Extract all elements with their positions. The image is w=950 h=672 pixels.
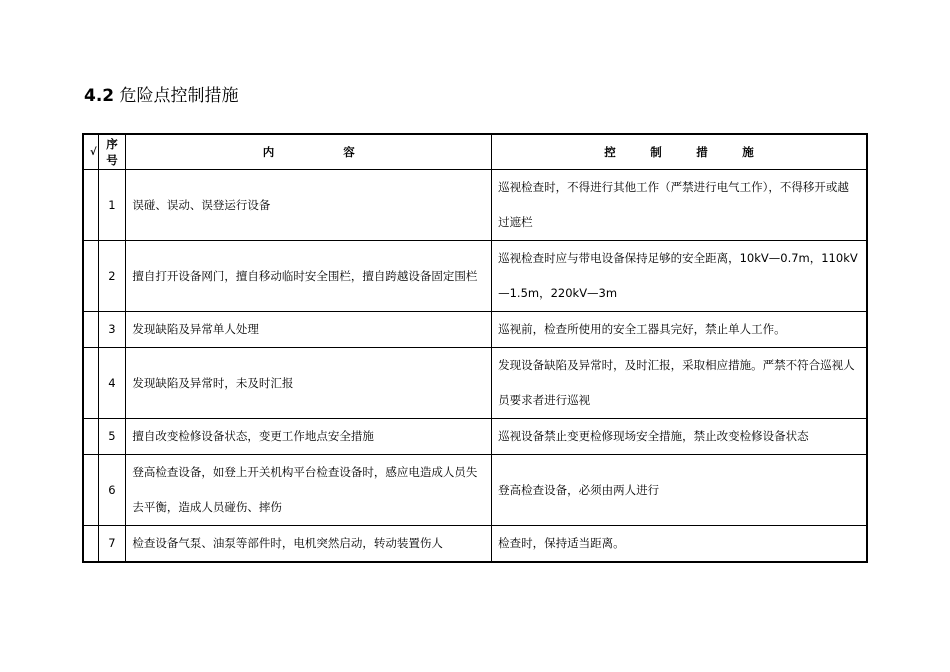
section-title: 危险点控制措施	[119, 86, 239, 106]
section-number: 4.2	[84, 86, 115, 106]
table-row	[83, 455, 867, 526]
check-cell	[83, 312, 98, 348]
table-row	[83, 312, 867, 348]
table-row	[83, 419, 867, 455]
row-measure: 巡视检查时应与带电设备保持足够的安全距离，10kV—0.7m，110kV—1.5m，220kV—3m	[492, 241, 867, 312]
check-cell	[83, 241, 98, 312]
hazard-control-table	[82, 133, 868, 563]
row-number: 1	[98, 170, 126, 241]
check-cell	[83, 170, 98, 241]
table-row	[83, 348, 867, 419]
row-content: 发现缺陷及异常时，未及时汇报	[126, 348, 492, 419]
header-measure: 控 制 措 施	[492, 134, 867, 170]
table-row	[83, 526, 867, 563]
row-number: 7	[98, 526, 126, 563]
header-no: 序号	[98, 134, 126, 170]
row-number: 5	[98, 419, 126, 455]
table-header-row	[83, 134, 867, 170]
row-number: 2	[98, 241, 126, 312]
row-number: 3	[98, 312, 126, 348]
row-number: 6	[98, 455, 126, 526]
row-measure: 检查时，保持适当距离。	[492, 526, 867, 563]
table-row	[83, 241, 867, 312]
section-heading	[84, 86, 239, 106]
header-check: √	[83, 134, 98, 170]
row-content: 检查设备气泵、油泵等部件时，电机突然启动，转动装置伤人	[126, 526, 492, 563]
check-cell	[83, 455, 98, 526]
row-measure: 登高检查设备，必须由两人进行	[492, 455, 867, 526]
table-row	[83, 170, 867, 241]
row-measure: 巡视设备禁止变更检修现场安全措施，禁止改变检修设备状态	[492, 419, 867, 455]
row-number: 4	[98, 348, 126, 419]
header-content: 内 容	[126, 134, 492, 170]
check-cell	[83, 526, 98, 563]
check-cell	[83, 419, 98, 455]
row-content: 发现缺陷及异常单人处理	[126, 312, 492, 348]
check-cell	[83, 348, 98, 419]
row-measure: 巡视前，检查所使用的安全工器具完好，禁止单人工作。	[492, 312, 867, 348]
row-content: 擅自改变检修设备状态，变更工作地点安全措施	[126, 419, 492, 455]
row-content: 误碰、误动、误登运行设备	[126, 170, 492, 241]
row-content: 擅自打开设备网门，擅自移动临时安全围栏，擅自跨越设备固定围栏	[126, 241, 492, 312]
row-measure: 发现设备缺陷及异常时，及时汇报，采取相应措施。严禁不符合巡视人员要求者进行巡视	[492, 348, 867, 419]
row-measure: 巡视检查时，不得进行其他工作（严禁进行电气工作），不得移开或越过遮栏	[492, 170, 867, 241]
row-content: 登高检查设备，如登上开关机构平台检查设备时，感应电造成人员失去平衡，造成人员碰伤、摔伤	[126, 455, 492, 526]
